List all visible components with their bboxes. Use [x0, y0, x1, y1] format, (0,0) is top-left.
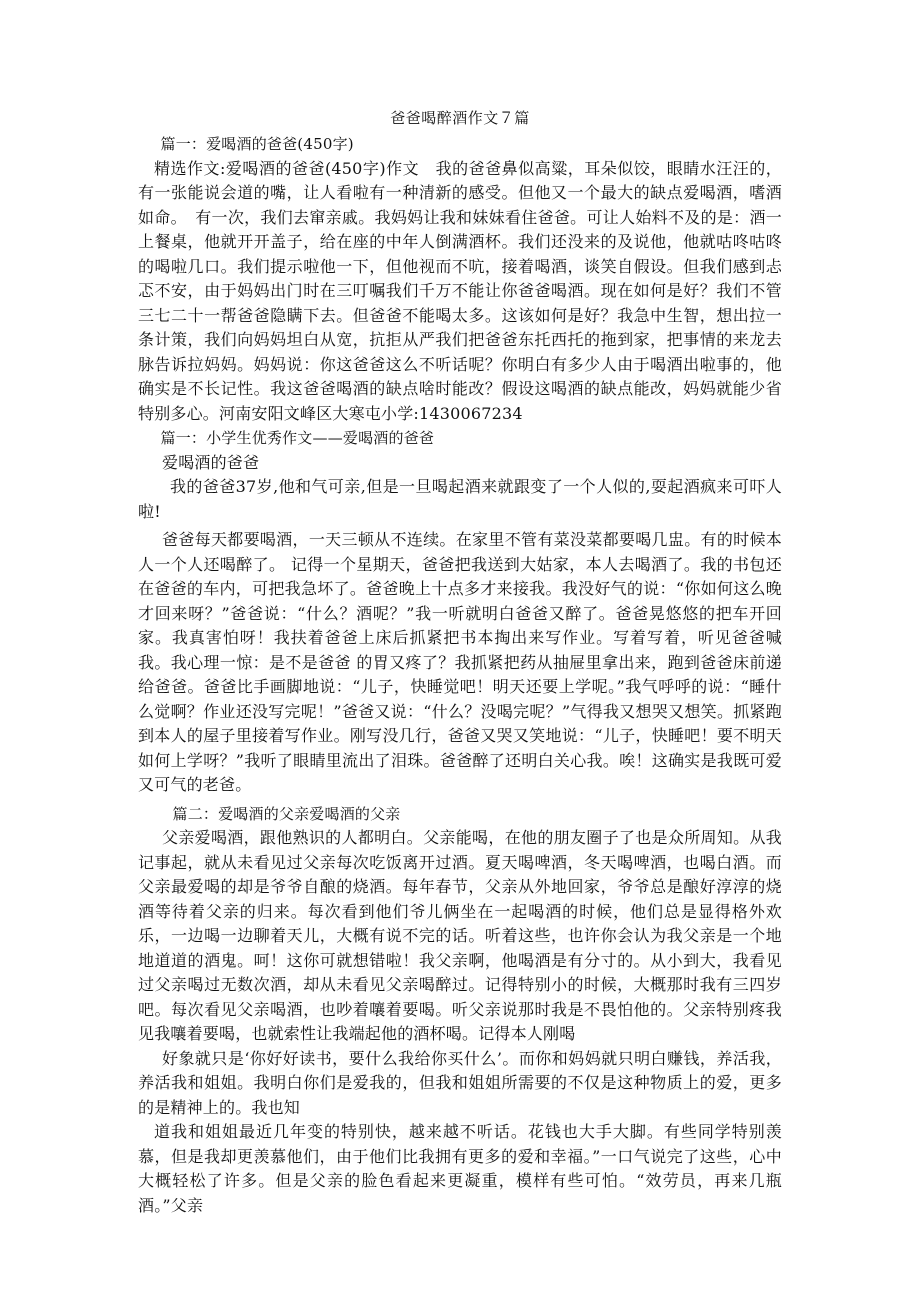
paragraph: 爱喝酒的爸爸 — [162, 452, 260, 472]
paragraph: 精选作文:爱喝酒的爸爸(450字)作文 我的爸爸鼻似高粱，耳朵似饺，眼睛水汪汪的，有一张能说会道的嘴，让人看啦有一种清新的感受。但他又一个最大的缺点爱喝酒，嗜酒如命。 有一次，我们去窜亲戚。我妈妈让我和妹妹看住爸爸。可让人始料不及的是：酒一上餐桌，他就开开盖子，给在座的中年人倒满酒杯。我们还没来的及说他，他就咕咚咕咚的喝啦几口。我们提示啦他一下，但他视而不吭，接着喝酒，谈笑自假设。但我们感到忐忑不安，由于妈妈出门时在三叮嘱我们千万不能让你爸爸喝酒。现在如何是好？我们不管三七二十一帮爸爸隐瞒下去。但爸爸不能喝太多。这该如何是好？我急中生智，想出拉一条计策，我们向妈妈坦白从宽，抗拒从严我们把爸爸东托西托的拖到家，把事情的来龙去脉告诉拉妈妈。妈妈说：你这爸爸这么不听话呢？你明白有多少人由于喝酒出啦事的，他确实是不长记性。我这爸爸喝酒的缺点啥时能改？假设这喝酒的缺点能改，妈妈就能少省特别多心。河南安阳文峰区大寒屯小学:1430067234 — [138, 158, 782, 423]
paragraph: 父亲爱喝酒，跟他熟识的人都明白。父亲能喝，在他的朋友圈子了也是众所周知。从我记事起，就从未看见过父亲每次吃饭离开过酒。夏天喝啤酒，冬天喝啤酒，也喝白酒。而父亲最爱喝的却是爷爷自酿的烧酒。每年春节，父亲从外地回家，爷爷总是酿好淳淳的烧酒等待着父亲的归来。每次看到他们爷儿俩坐在一起喝酒的时候，他们总是显得格外欢乐，一边喝一边聊着天儿，大概有说不完的话。听着这些，也许你会认为我父亲是一个地地道道的酒鬼。呵！这你可就想错啦！我父亲啊，他喝酒是有分寸的。从小到大，我看见过父亲喝过无数次酒，却从未看见父亲喝醉过。记得特别小的时候，大概那时我有三四岁吧。每次看见父亲喝酒，也吵着嚷着要喝。听父亲说那时我是不畏怕他的。父亲特别疼我见我嚷着要喝，也就索性让我端起他的酒杯喝。记得本人刚喝 — [138, 828, 782, 1043]
paragraph: 好象就只是‘你好好读书，要什么我给你买什么’。而你和妈妈就只明白赚钱，养活我，养活我和姐姐。我明白你们是爱我的，但我和姐姐所需要的不仅是这种物质上的爱，更多的是精神上的。我也知 — [138, 1048, 782, 1117]
document-body — [138, 132, 782, 1218]
paragraph: 篇一：小学生优秀作文——爱喝酒的爸爸 — [160, 429, 435, 447]
paragraph: 篇一：爱喝酒的爸爸(450字) — [160, 135, 354, 153]
paragraph: 我的爸爸37岁,他和气可亲,但是一旦喝起酒来就跟变了一个人似的,耍起酒疯来可吓人啦! — [138, 477, 782, 521]
paragraph: 爸爸每天都要喝酒，一天三顿从不连续。在家里不管有菜没菜都要喝几盅。有的时候本人一个人还喝醉了。 记得一个星期天，爸爸把我送到大姑家，本人去喝酒了。我的书包还在爸爸的车内，可把我急坏了。爸爸晚上十点多才来接我。我没好气的说：“你如何这么晚才回来呀？”爸爸说：“什么？酒呢？”我一听就明白爸爸又醉了。爸爸晃悠悠的把车开回家。我真害怕呀！我扶着爸爸上床后抓紧把书本掏出来写作业。写着写着，听见爸爸喊我。我心理一惊：是不是爸爸 的胃又疼了？我抓紧把药从抽屉里拿出来，跑到爸爸床前递给爸爸。爸爸比手画脚地说：“儿子，快睡觉吧！明天还要上学呢。”我气呼呼的说：“睡什么觉啊？作业还没写完呢！”爸爸又说：“什么？没喝完呢？”气得我又想哭又想笑。抓紧跑到本人的屋子里接着写作业。刚写没几行，爸爸又哭又笑地说：“儿子，快睡吧！要不明天如何上学呀？”我听了眼睛里流出了泪珠。爸爸醉了还明白关心我。唉！这确实是我既可爱又可气的老爸。 — [138, 530, 782, 794]
document-title: 爸爸喝醉酒作文７篇 — [390, 109, 530, 127]
paragraph: 道我和姐姐最近几年变的特别快，越来越不听话。花钱也大手大脚。有些同学特别羡慕，但是我却更羡慕他们，由于他们比我拥有更多的爱和幸福。”一口气说完了这些，心中大概轻松了许多。但是父亲的脸色看起来更凝重，模样有些可怕。“效劳员，再来几瓶酒。”父亲 — [138, 1122, 782, 1215]
paragraph: 篇二：爱喝酒的父亲爱喝酒的父亲 — [172, 804, 401, 823]
